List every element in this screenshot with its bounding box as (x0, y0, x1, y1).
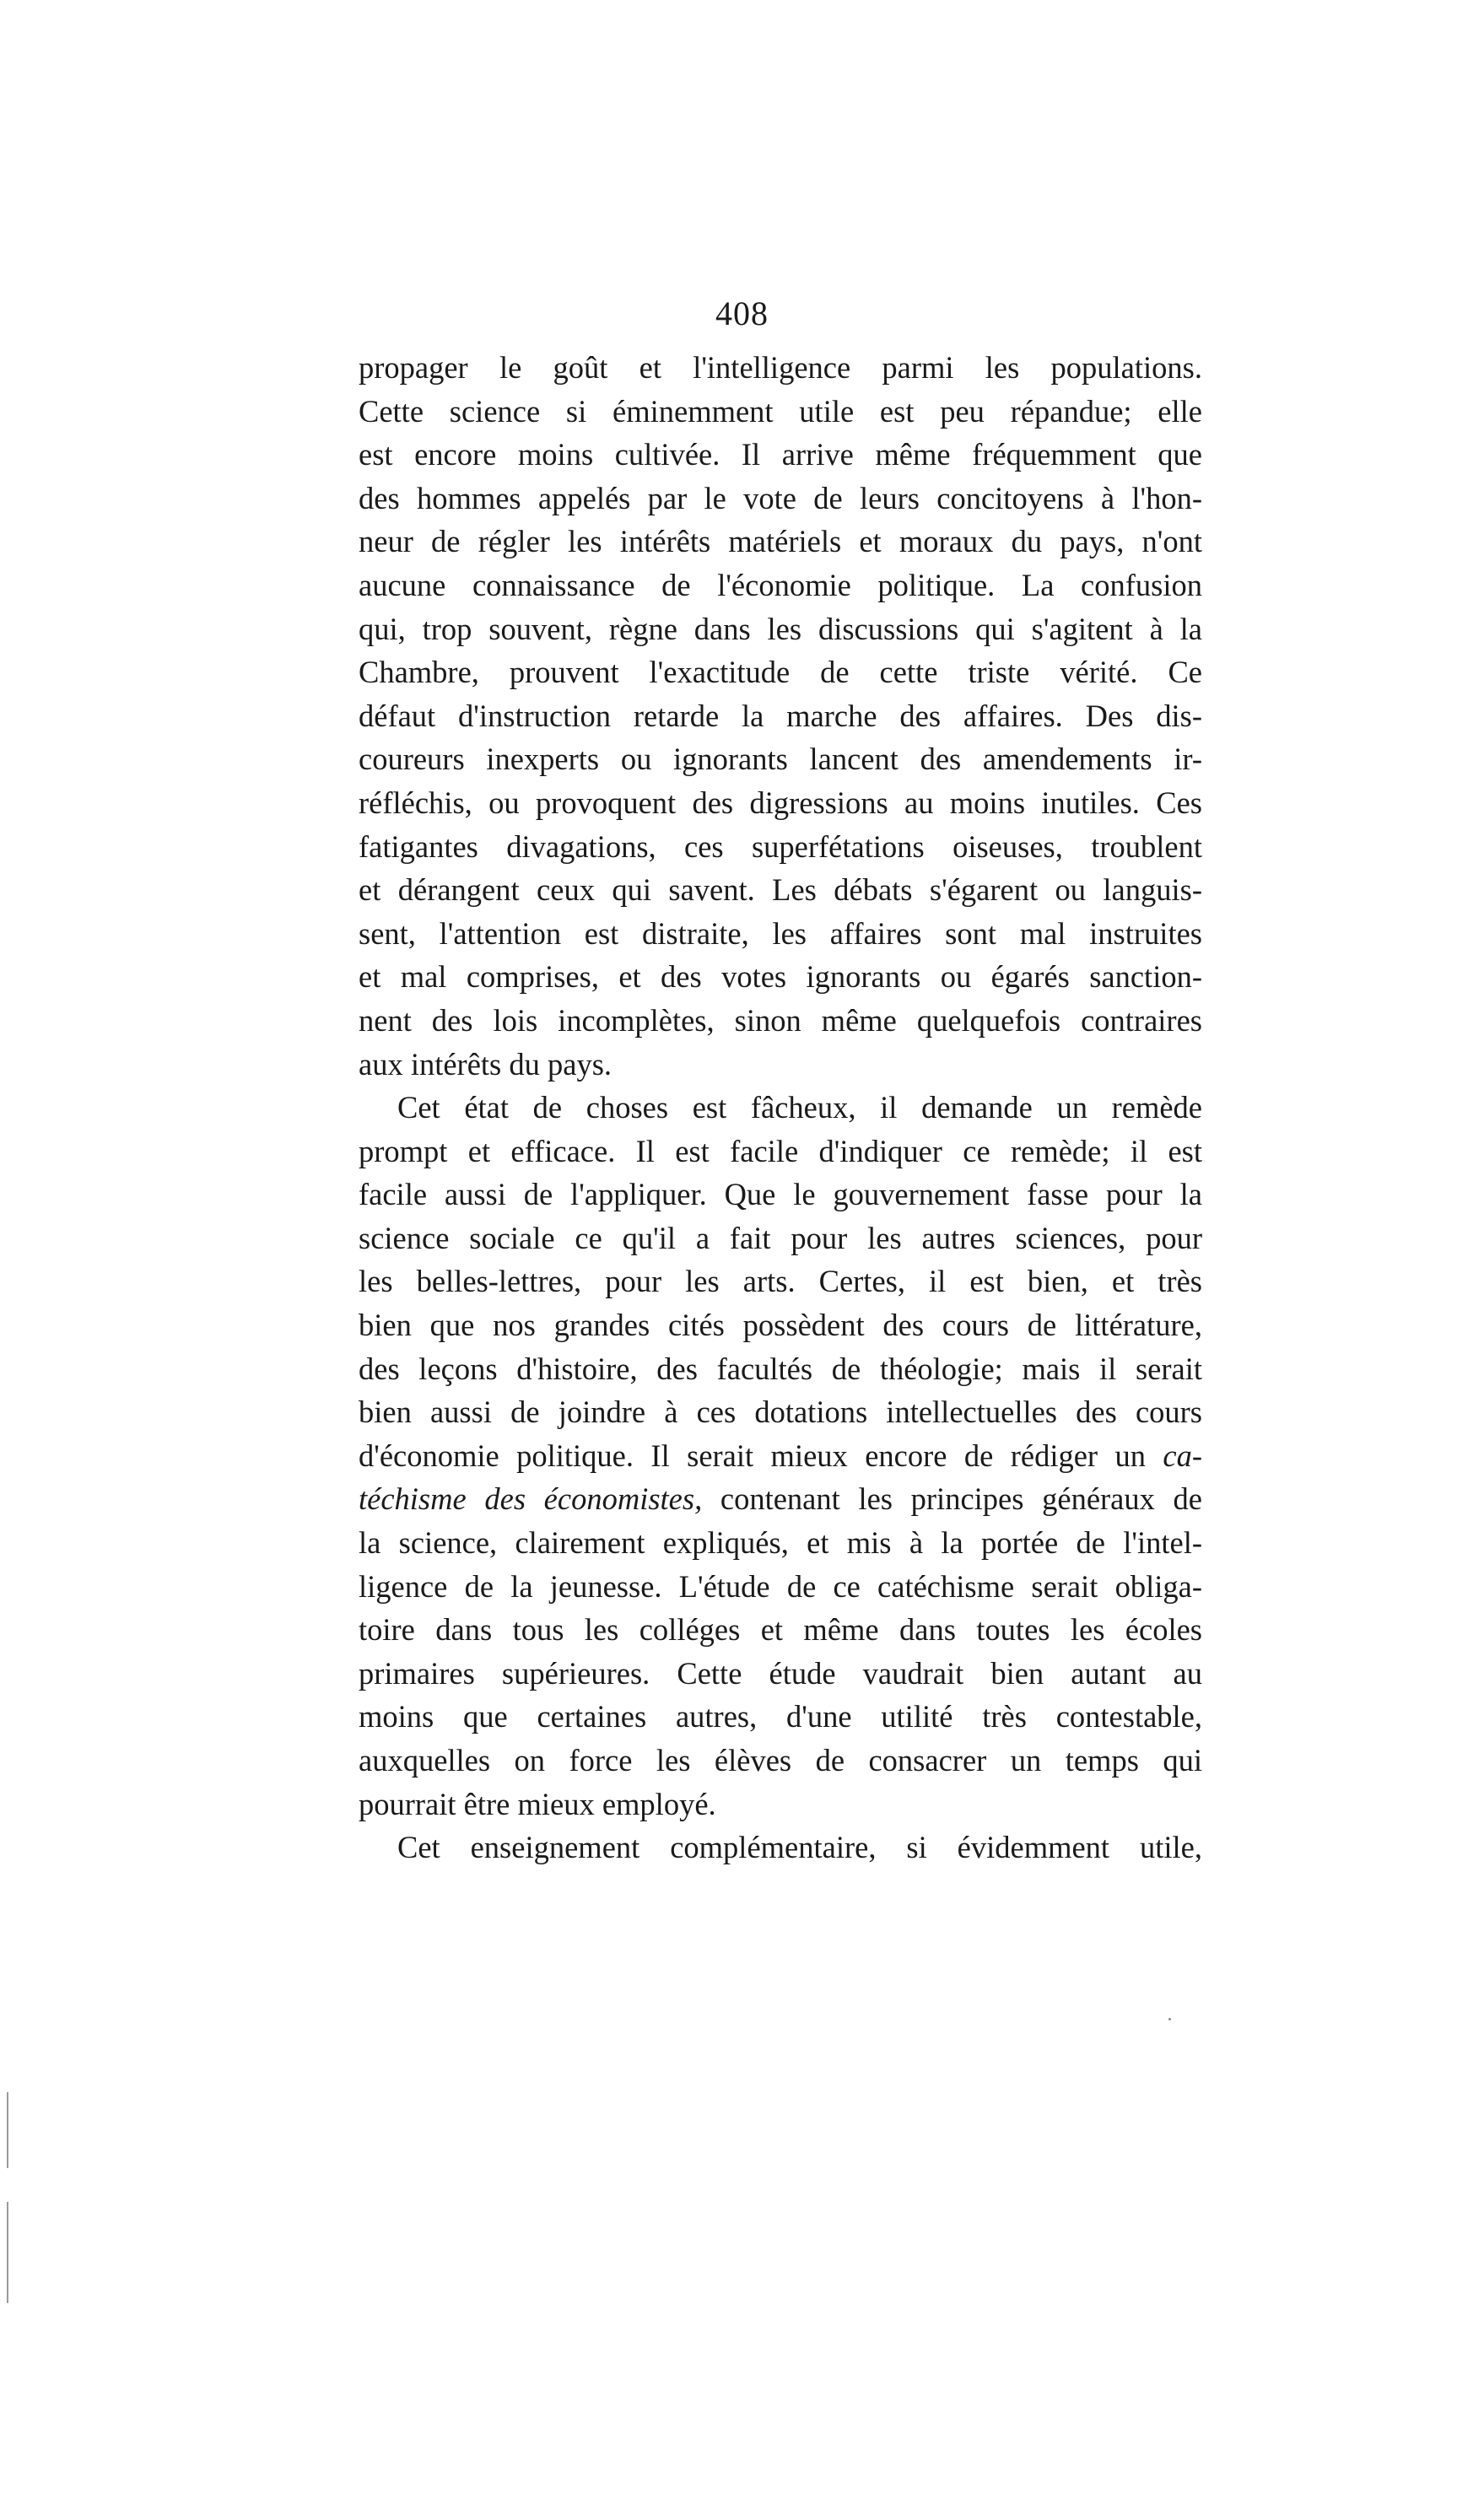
text-line: défaut d'instruction retarde la marche des affaires. Des dis- (359, 698, 1202, 733)
text-line: Cet enseignement complémentaire, si évidemment utile, (397, 1830, 1202, 1865)
text-line: la science, clairement expliqués, et mis à la portée de l'intel- (359, 1525, 1202, 1561)
text-line: moins que certaines autres, d'une utilité très contestable, (359, 1699, 1202, 1734)
text-line: auxquelles on force les élèves de consacrer un temps qui (359, 1743, 1202, 1778)
scan-edge-mark (7, 2202, 8, 2303)
text-line: des leçons d'histoire, des facultés de théologie; mais il serait (359, 1351, 1202, 1386)
text-line: bien que nos grandes cités possèdent des cours de littérature, (359, 1308, 1202, 1343)
text-line: qui, trop souvent, règne dans les discussions qui s'agitent à la (359, 611, 1202, 646)
scan-edge-mark (7, 2092, 8, 2168)
text-segment: d'économie politique. Il serait mieux encore de rédiger un (359, 1438, 1146, 1473)
italic-text: téchisme des économistes, (359, 1481, 703, 1517)
text-line: Cette science si éminemment utile est peu répandue; elle (359, 393, 1202, 429)
text-line: et mal comprises, et des votes ignorants ou égarés sanction- (359, 959, 1202, 995)
text-line: est encore moins cultivée. Il arrive même fréquemment que (359, 437, 1202, 472)
scan-speck (1168, 2018, 1171, 2020)
text-line (359, 1477, 1202, 1521)
text-line: pourrait être mieux employé. (359, 1786, 716, 1821)
text-segment: contenant les principes généraux de (720, 1481, 1202, 1517)
body-text (359, 346, 1202, 1869)
text-line: toire dans tous les colléges et même dans toutes les écoles (359, 1612, 1202, 1648)
text-line: coureurs inexperts ou ignorants lancent des amendements ir- (359, 742, 1202, 777)
text-line: sent, l'attention est distraite, les affaires sont mal instruites (359, 915, 1202, 951)
text-line: aucune connaissance de l'économie politique. La confusion (359, 567, 1202, 602)
text-line: nent des lois incomplètes, sinon même quelquefois contraires (359, 1002, 1202, 1038)
text-line: prompt et efficace. Il est facile d'indiquer ce remède; il est (359, 1133, 1202, 1168)
text-line: facile aussi de l'appliquer. Que le gouvernement fasse pour la (359, 1177, 1202, 1212)
text-line: les belles-lettres, pour les arts. Certes, il est bien, et très (359, 1264, 1202, 1299)
text-line: réfléchis, ou provoquent des digressions au moins inutiles. Ces (359, 785, 1202, 820)
text-line: fatigantes divagations, ces superfétations oiseuses, troublent (359, 828, 1202, 864)
text-line (359, 1434, 1202, 1478)
page-number: 408 (715, 294, 769, 332)
text-line: propager le goût et l'intelligence parmi les populations. (359, 350, 1202, 385)
text-line: ligence de la jeunesse. L'étude de ce catéchisme serait obliga- (359, 1568, 1202, 1604)
text-line: science sociale ce qu'il a fait pour les autres sciences, pour (359, 1220, 1202, 1255)
text-line: primaires supérieures. Cette étude vaudrait bien autant au (359, 1655, 1202, 1691)
italic-text: ca- (1163, 1438, 1202, 1473)
text-line: aux intérêts du pays. (359, 1046, 612, 1082)
text-line: et dérangent ceux qui savent. Les débats s'égarent ou languis- (359, 872, 1202, 908)
text-line: neur de régler les intérêts matériels et moraux du pays, n'ont (359, 524, 1202, 559)
text-line: des hommes appelés par le vote de leurs concitoyens à l'hon- (359, 480, 1202, 515)
text-line: Cet état de choses est fâcheux, il demande un remède (397, 1090, 1202, 1125)
text-line: Chambre, prouvent l'exactitude de cette triste vérité. Ce (359, 655, 1202, 690)
text-line: bien aussi de joindre à ces dotations intellectuelles des cours (359, 1395, 1202, 1430)
